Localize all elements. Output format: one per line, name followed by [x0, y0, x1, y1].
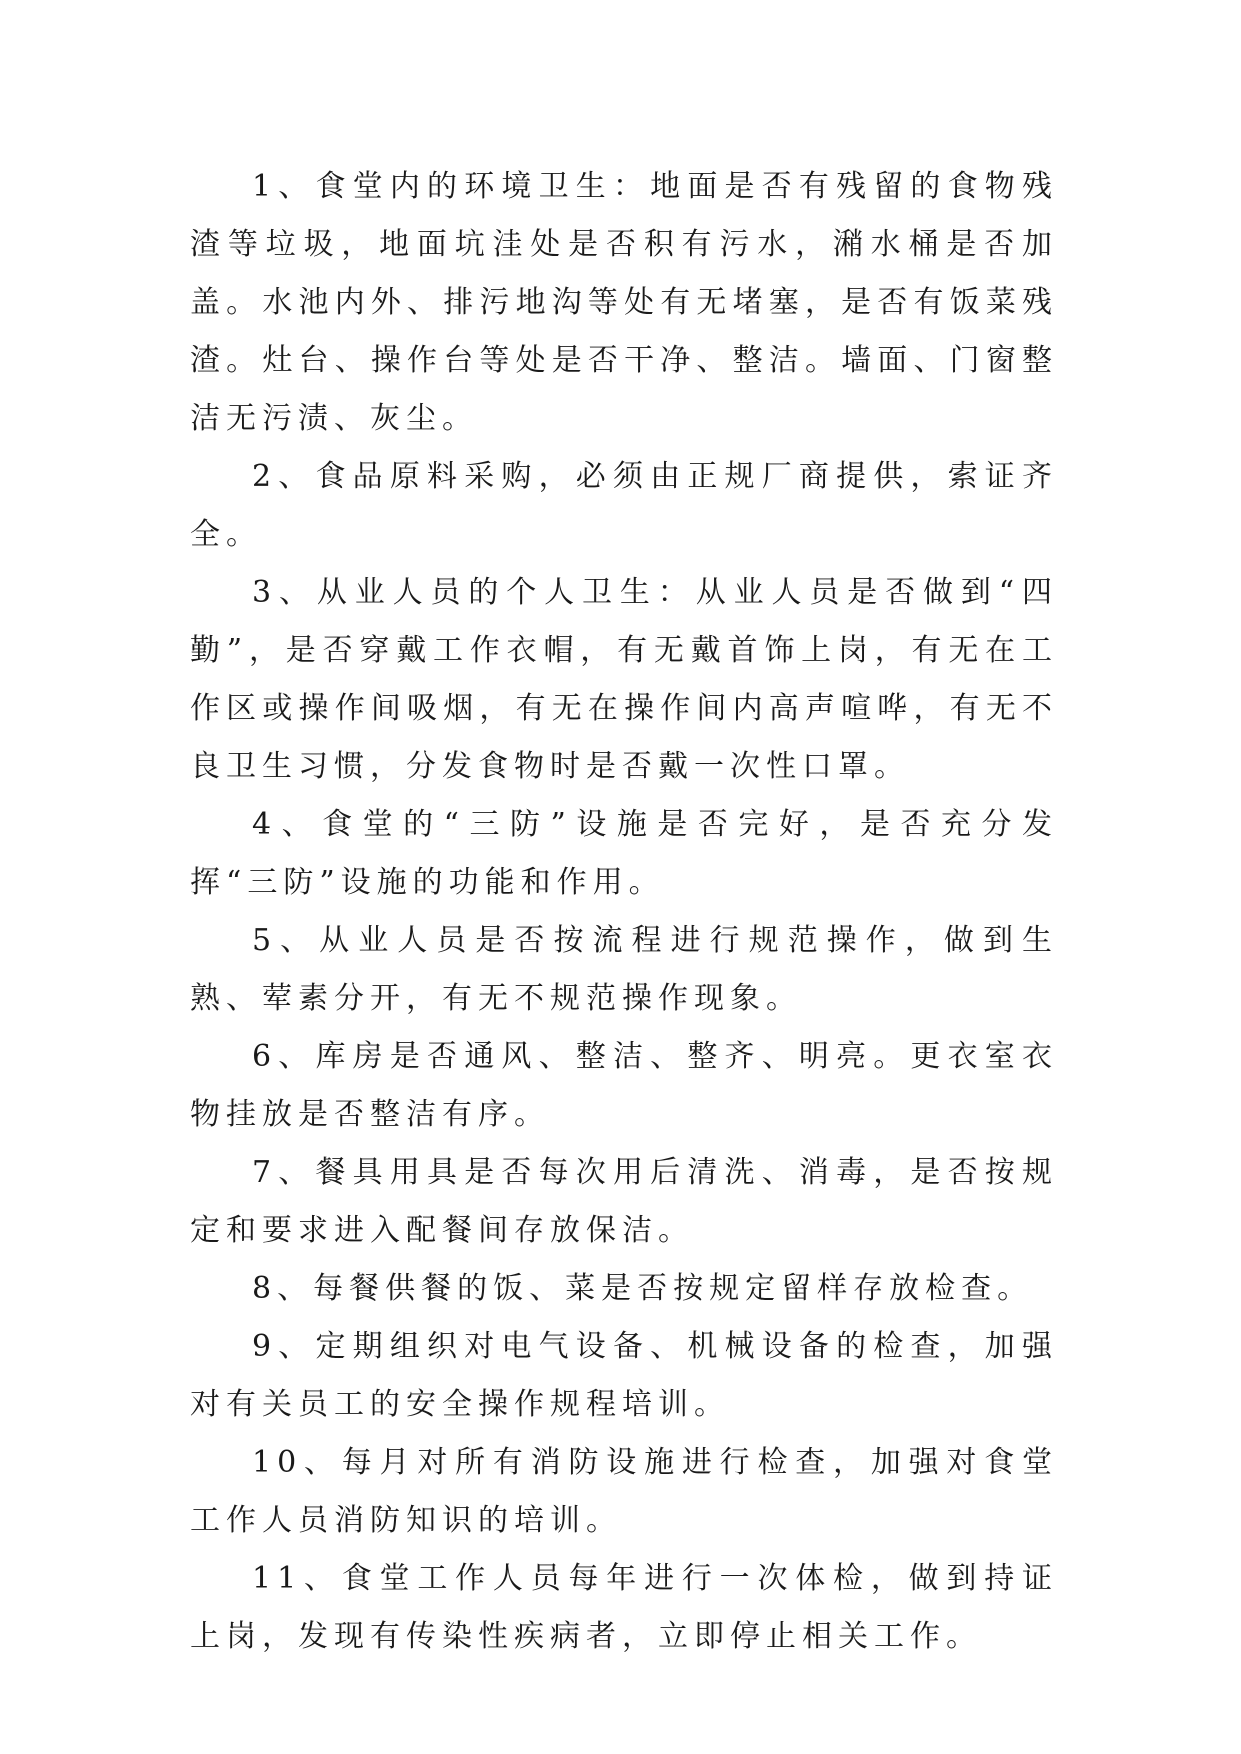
- document-body: [190, 158, 1058, 1666]
- paragraph-11: 11、食堂工作人员每年进行一次体检，做到持证上岗，发现有传染性疾病者，立即停止相关工作。: [190, 1561, 1058, 1654]
- paragraph-3: 3、从业人员的个人卫生：从业人员是否做到“四勤”，是否穿戴工作衣帽，有无戴首饰上岗，有无在工作区或操作间吸烟，有无在操作间内高声喧哗，有无不良卫生习惯，分发食物时是否戴一次性口罩。: [190, 575, 1058, 784]
- paragraph-5: 5、从业人员是否按流程进行规范操作，做到生熟、荤素分开，有无不规范操作现象。: [190, 923, 1058, 1016]
- paragraph-8: 8、每餐供餐的饭、菜是否按规定留样存放检查。: [252, 1271, 1034, 1306]
- paragraph-1: 1、食堂内的环境卫生：地面是否有残留的食物残渣等垃圾，地面坑洼处是否积有污水，潲水桶是否加盖。水池内外、排污地沟等处有无堵塞，是否有饭菜残渣。灶台、操作台等处是否干净、整洁。墙面、门窗整洁无污渍、灰尘。: [190, 169, 1058, 436]
- paragraph-9: 9、定期组织对电气设备、机械设备的检查，加强对有关员工的安全操作规程培训。: [190, 1329, 1058, 1422]
- paragraph-10: 10、每月对所有消防设施进行检查，加强对食堂工作人员消防知识的培训。: [190, 1445, 1058, 1538]
- paragraph-6: 6、库房是否通风、整洁、整齐、明亮。更衣室衣物挂放是否整洁有序。: [190, 1039, 1058, 1132]
- paragraph-7: 7、餐具用具是否每次用后清洗、消毒，是否按规定和要求进入配餐间存放保洁。: [190, 1155, 1058, 1248]
- paragraph-2: 2、食品原料采购，必须由正规厂商提供，索证齐全。: [190, 459, 1058, 552]
- paragraph-4: 4、食堂的“三防”设施是否完好，是否充分发挥“三防”设施的功能和作用。: [190, 807, 1058, 900]
